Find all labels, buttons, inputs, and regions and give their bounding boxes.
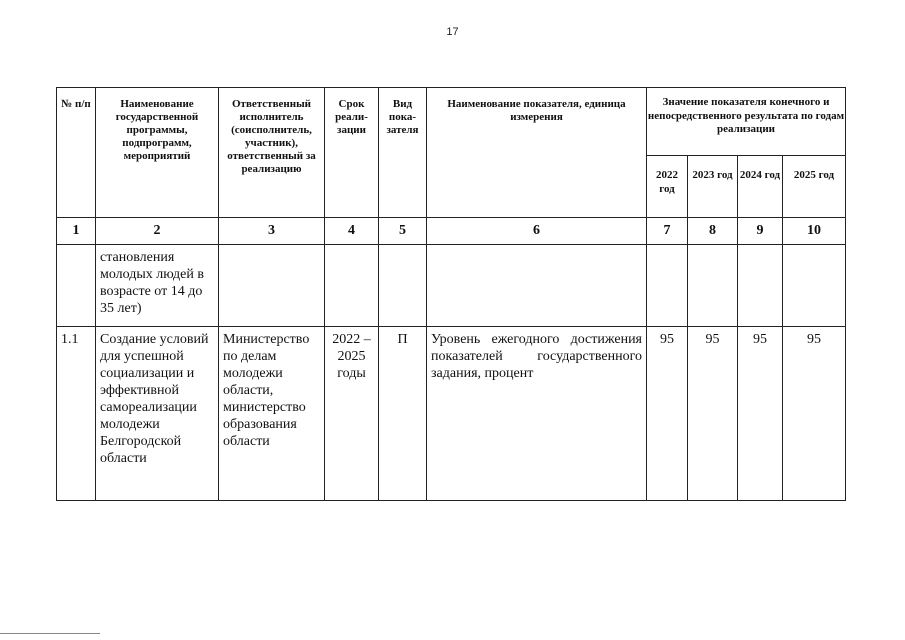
table-row [57,327,846,501]
row-value-2024 [738,245,783,327]
column-numbers-row [57,218,846,245]
row-value-2023 [688,245,738,327]
header-col-program-name: Наименование государственной программы, подпрограмм, мероприятий [96,88,219,218]
row-indicator-type: П [379,327,427,501]
row-value-2022: 95 [647,327,688,501]
header-year-2022: 2022 год [647,156,688,218]
column-number: 8 [688,218,738,245]
column-number: 4 [325,218,379,245]
table-row [57,245,846,327]
row-indicator-name [427,245,647,327]
column-number: 9 [738,218,783,245]
header-values-group: Значение показателя конечного и непосредственного результата по годам реализации [647,88,846,156]
row-value-2025 [783,245,846,327]
row-value-2023: 95 [688,327,738,501]
header-year-2025: 2025 год [783,156,846,218]
row-value-2025: 95 [783,327,846,501]
row-period: 2022 – 2025 годы [325,327,379,501]
column-number: 10 [783,218,846,245]
header-col-indicator-name: Наименование показателя, единица измерения [427,88,647,218]
row-executor [219,245,325,327]
column-number: 7 [647,218,688,245]
header-year-2024: 2024 год [738,156,783,218]
column-number: 1 [57,218,96,245]
row-program-name: становления молодых людей в возрасте от 14 до 35 лет) [96,245,219,327]
column-number: 6 [427,218,647,245]
row-indicator-type [379,245,427,327]
row-value-2022 [647,245,688,327]
footer-divider [0,633,100,634]
header-col-executor: Ответственный исполнитель (соисполнитель, участник), ответственный за реализацию [219,88,325,218]
indicators-table [56,87,846,501]
column-number: 3 [219,218,325,245]
row-number: 1.1 [57,327,96,501]
header-year-2023: 2023 год [688,156,738,218]
row-number [57,245,96,327]
row-indicator-name: Уровень ежегодного достижения показателей государственного задания, процент [427,327,647,501]
row-value-2024: 95 [738,327,783,501]
header-col-number: № п/п [57,88,96,218]
column-number: 2 [96,218,219,245]
page-number: 17 [446,26,459,38]
row-executor: Министерство по делам молодежи области, министерство образования области [219,327,325,501]
row-program-name: Создание условий для успешной социализации и эффективной самореализации молодежи Белгородской области [96,327,219,501]
row-period [325,245,379,327]
header-col-period: Срок реали-зации [325,88,379,218]
column-number: 5 [379,218,427,245]
header-col-indicator-type: Вид пока-зателя [379,88,427,218]
header-row [57,88,846,156]
